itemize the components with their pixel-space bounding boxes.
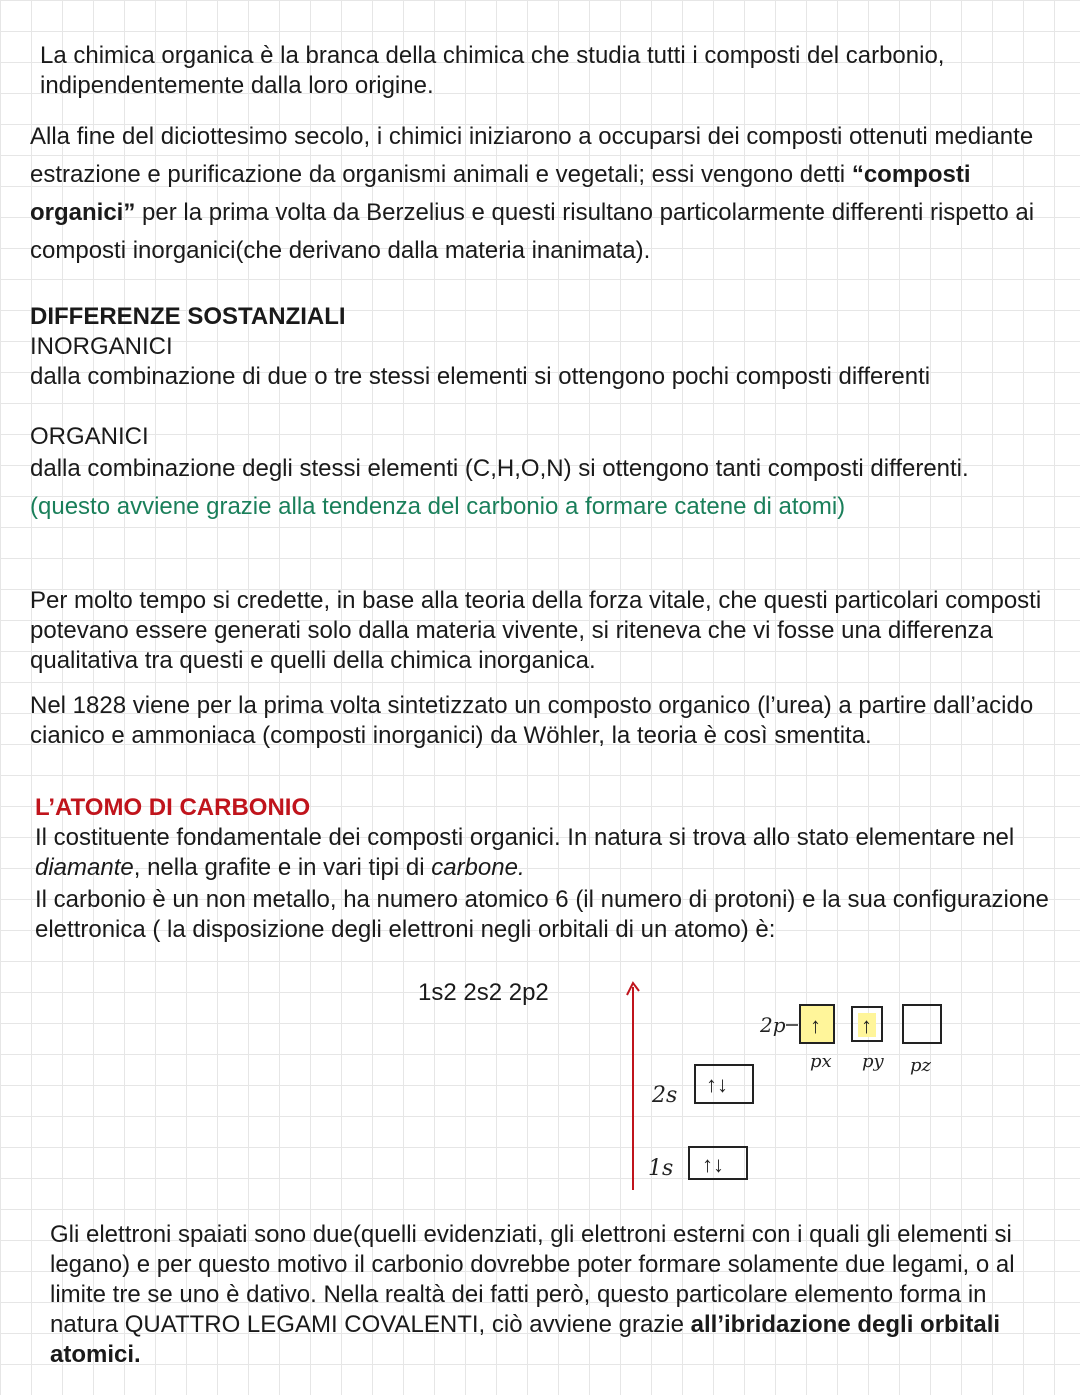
label-py: py [862,1051,884,1072]
orbital-1s-electrons: ↑↓ [702,1152,724,1177]
organic-compounds-term: “composti organici” [30,161,971,226]
orbital-px-electron: ↑ [810,1013,821,1038]
label-2p: 2p [760,1013,786,1037]
label-1s: 1s [648,1156,674,1181]
label-2s: 2s [652,1083,678,1108]
carbon-heading: L’ATOMO DI CARBONIO [35,794,311,821]
inorganic-label: INORGANICI [30,333,173,360]
organic-note: (questo avviene grazie alla tendenza del carbonio a formare catene di atomi) [30,493,846,520]
text-span: per la prima volta da Berzelius e questi risultano particolarmente differenti rispetto ai composti inorganici(che derivano dalla materia inanimata). [30,199,1035,264]
conclusion-paragraph [50,1220,1060,1370]
text-span: Gli elettroni spaiati sono due(quelli evidenziati, gli elettroni esterni con i quali gli elementi si legano) e per questo motivo il carbonio dovrebbe poter formare solamente due legami, o al limite tre se uno è dativo. Nella realtà dei fatti però, questo particolare elemento forma in natura QUATTRO LEGAMI COVALENTI, ciò avviene grazie [50,1221,1015,1338]
differences-heading: DIFFERENZE SOSTANZIALI [30,303,346,330]
orbital-diagram-svg [600,975,960,1200]
organic-text [30,450,1030,526]
orbital-pz-box [903,1005,941,1043]
history-origin-paragraph [30,118,1050,270]
intro-paragraph: La chimica organica è la branca della chimica che studia tutti i composti del carbonio, indipendentemente dalla loro origine. [40,42,945,99]
organic-section [30,422,1030,526]
orbital-diagram [600,975,960,1200]
carbon-section [35,793,1055,945]
organic-label: ORGANICI [30,423,149,450]
vital-force-paragraph: Per molto tempo si credette, in base alla teoria della forza vitale, che questi particolari composti potevano essere generati solo dalla materia vivente, si riteneva che vi fosse una differenza qualitativa tra questi e quelli della chimica inorganica. [30,587,1042,674]
electron-configuration: 1s2 2s2 2p2 [418,979,549,1006]
carbon-description [35,823,1055,883]
hybridization-term: all’ibridazione degli orbitali atomici. [50,1311,1001,1368]
text-span: , nella grafite e in vari tipi di [133,854,432,881]
label-px: px [810,1051,832,1072]
carbon-config-description: Il carbonio è un non metallo, ha numero atomico 6 (il numero di protoni) e la sua configurazione elettronica ( la disposizione degli elettroni negli orbitali di un atomo) è: [35,886,1049,943]
label-pz: pz [910,1055,932,1076]
text-span: Il costituente fondamentale dei composti organici. In natura si trova allo stato elementare nel [35,824,1015,851]
inorganic-text: dalla combinazione di due o tre stessi elementi si ottengono pochi composti differenti [30,363,931,390]
diamond-term: diamante [35,854,134,881]
orbital-py-electron: ↑ [861,1013,872,1038]
differences-section [30,302,1060,392]
text-span: dalla combinazione degli stessi elementi (C,H,O,N) si ottengono tanti composti differenti. [30,455,969,482]
coal-term: carbone. [431,854,525,881]
orbital-2s-electrons: ↑↓ [706,1072,728,1097]
wohler-paragraph: Nel 1828 viene per la prima volta sintetizzato un composto organico (l’urea) a partire dall’acido cianico e ammoniaca (composti inorganici) da Wöhler, la teoria è così smentita. [30,692,1034,749]
text-span: Alla fine del diciottesimo secolo, i chimici iniziarono a occuparsi dei composti ottenuti mediante estrazione e purificazione da organismi animali e vegetali; essi vengono detti [30,123,1034,188]
